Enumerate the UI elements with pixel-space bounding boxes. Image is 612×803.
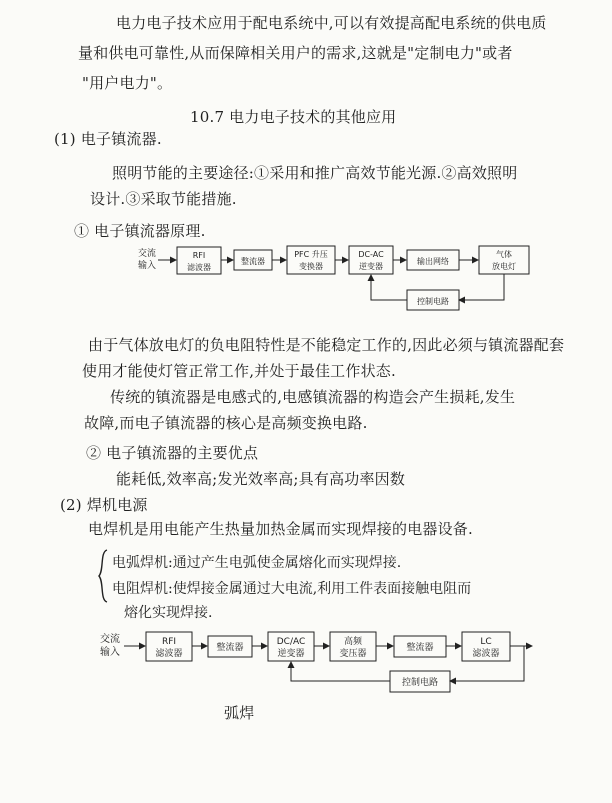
sec1-sub1: ① 电子镇流器原理.	[74, 222, 206, 240]
sec1-p3-line2: 故障,而电子镇流器的核心是高频变换电路.	[84, 414, 368, 432]
svg-text:变压器: 变压器	[339, 649, 367, 659]
svg-text:PFC 升压: PFC 升压	[294, 250, 328, 259]
sec2-item1: 电弧焊机:通过产生电弧使金属熔化而实现焊接.	[112, 555, 402, 571]
sec1-heading: (1) 电子镇流器.	[54, 130, 162, 148]
sec2-heading: (2) 焊机电源	[60, 496, 148, 514]
svg-text:LC: LC	[480, 637, 492, 647]
svg-text:DC/AC: DC/AC	[276, 637, 306, 647]
sec2-footer: 弧焊	[224, 704, 255, 722]
d2-hf-transformer-block	[330, 632, 376, 661]
d2-rectifier1-block	[208, 636, 252, 657]
sec1-p1-line2: 设计.③采取节能措施.	[90, 190, 237, 208]
svg-text:交流: 交流	[138, 249, 157, 259]
sec2-item2-line1: 电阻焊机:使焊接金属通过大电流,利用工件表面接触电阻而	[112, 581, 472, 597]
sec2-p1: 电焊机是用电能产生热量加热金属而实现焊接的电器设备.	[88, 520, 473, 538]
svg-text:放电灯: 放电灯	[492, 262, 516, 271]
svg-text:RFI: RFI	[161, 637, 177, 647]
svg-text:整流器: 整流器	[241, 257, 265, 266]
svg-text:变换器: 变换器	[299, 262, 323, 271]
svg-text:控制电路: 控制电路	[417, 297, 449, 306]
section-title: 10.7 电力电子技术的其他应用	[190, 108, 397, 126]
d2-rfi-filter-block	[146, 632, 192, 661]
svg-text:输出网络: 输出网络	[417, 257, 449, 266]
svg-text:滤波器: 滤波器	[187, 263, 211, 272]
intro-line-2: 量和供电可靠性,从而保障相关用户的需求,这就是"定制电力"或者	[78, 44, 513, 62]
sec2-item2-line2: 熔化实现焊接.	[124, 605, 213, 621]
d2-control-block	[390, 671, 450, 692]
svg-text:RFI: RFI	[192, 251, 206, 260]
intro-line-3: "用户电力"。	[82, 74, 173, 92]
d2-rectifier2-block	[394, 636, 446, 657]
svg-text:整流器: 整流器	[216, 643, 244, 653]
svg-text:滤波器: 滤波器	[155, 649, 183, 659]
sec1-p4: 能耗低,效率高;发光效率高;具有高功率因数	[116, 470, 406, 488]
svg-text:交流: 交流	[100, 634, 120, 645]
sec1-p3-line1: 传统的镇流器是电感式的,电感镇流器的构造会产生损耗,发生	[110, 388, 516, 406]
svg-text:DC-AC: DC-AC	[358, 250, 384, 259]
d2-lc-filter-block	[462, 632, 510, 661]
svg-text:输入: 输入	[100, 647, 120, 658]
svg-text:控制电路: 控制电路	[401, 678, 439, 688]
sec1-p2-line1: 由于气体放电灯的负电阻特性是不能稳定工作的,因此必须与镇流器配套	[88, 336, 565, 354]
svg-text:逆变器: 逆变器	[277, 649, 305, 659]
svg-text:整流器: 整流器	[406, 643, 434, 653]
d2-input-label	[100, 632, 120, 658]
svg-text:气体: 气体	[496, 250, 512, 259]
sec1-p1-line1: 照明节能的主要途径:①采用和推广高效节能光源.②高效照明	[112, 164, 518, 182]
sec1-sub2: ② 电子镇流器的主要优点	[86, 444, 259, 462]
d2-inverter-block	[268, 632, 314, 661]
svg-text:滤波器: 滤波器	[472, 649, 500, 659]
svg-text:高频: 高频	[343, 637, 363, 647]
svg-text:逆变器: 逆变器	[359, 262, 383, 271]
svg-text:输入: 输入	[138, 261, 157, 271]
sec1-p2-line2: 使用才能使灯管正常工作,并处于最佳工作状态.	[82, 362, 396, 380]
intro-line-1: 电力电子技术应用于配电系统中,可以有效提高配电系统的供电质	[116, 14, 547, 32]
